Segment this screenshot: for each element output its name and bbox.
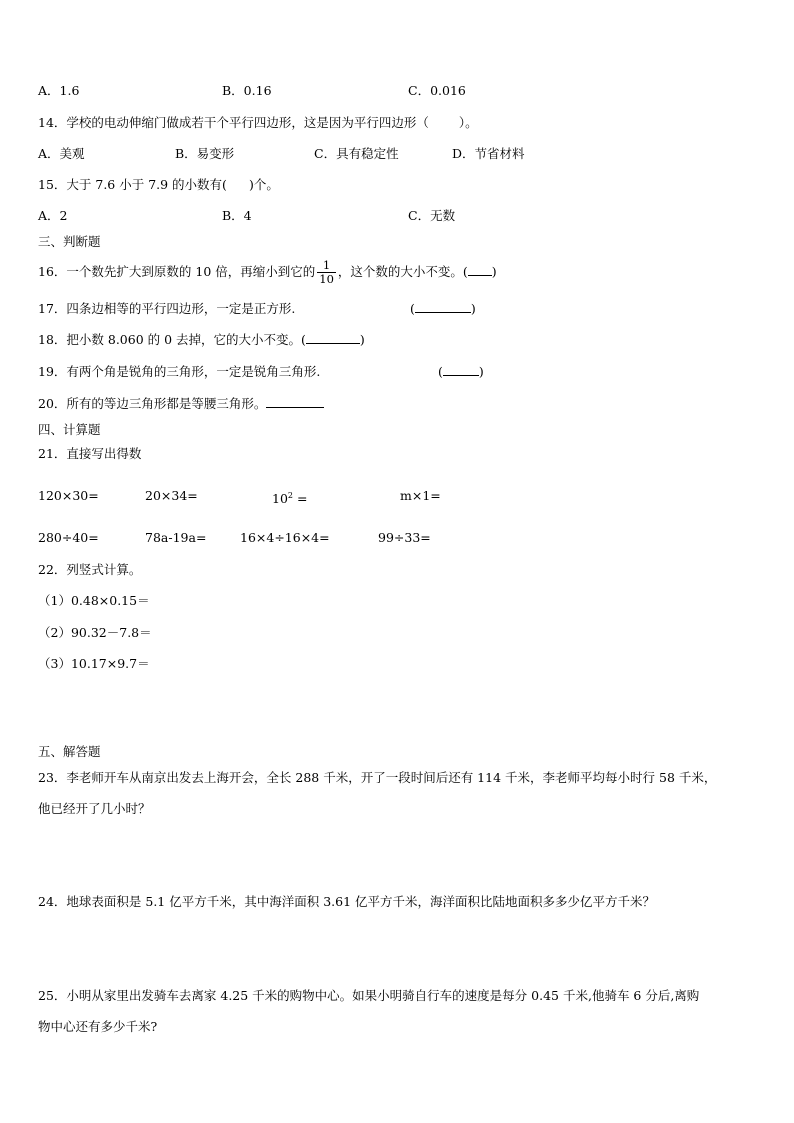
q18-answer-blank[interactable] xyxy=(306,332,360,344)
q13-option-b: B．0.16 xyxy=(222,83,272,98)
fraction-numerator: 1 xyxy=(317,259,336,273)
q21-item-4: m×1= xyxy=(400,488,441,503)
q17-paren-close: ) xyxy=(470,301,476,316)
q23-line-1: 23．李老师开车从南京出发去上海开会，全长 288 千米，开了一段时间后还有 114 千米，李老师平均每小时行 58 千米， xyxy=(38,770,717,785)
q15-option-c: C．无数 xyxy=(408,208,456,223)
q22-item-2: （2）90.32－7.8＝ xyxy=(38,625,152,640)
q14-question xyxy=(38,115,478,131)
q19-answer-blank[interactable] xyxy=(443,364,479,376)
q21-title: 21．直接写出得数 xyxy=(38,446,142,461)
q15-option-b: B．4 xyxy=(222,208,252,223)
q16-fraction xyxy=(317,259,336,286)
q21-item-1: 120×30= xyxy=(38,488,99,503)
q21-item-3-base: 10 xyxy=(272,491,288,507)
q22-item-3: （3）10.17×9.7＝ xyxy=(38,656,150,671)
q20-text: 20．所有的等边三角形都是等腰三角形。 xyxy=(38,396,267,411)
q15-question xyxy=(38,177,279,193)
q13-option-a: A．1.6 xyxy=(38,83,80,98)
q14-option-d: D．节省材料 xyxy=(452,146,525,161)
q14-text-after: ）。 xyxy=(458,115,478,130)
q14-option-a: A．美观 xyxy=(38,146,85,161)
fraction-denominator: 10 xyxy=(319,272,334,286)
section-5-heading: 五、解答题 xyxy=(38,744,101,759)
q16-answer-blank[interactable] xyxy=(468,264,492,276)
q17-answer-blank[interactable] xyxy=(415,301,471,313)
q21-item-3 xyxy=(272,488,307,507)
q17-paren-open: ( xyxy=(410,301,415,316)
q16-text-after: ，这个数的大小不变。( xyxy=(337,264,468,279)
q19-answer xyxy=(438,364,484,380)
q17-answer xyxy=(410,301,476,317)
q20-question xyxy=(38,396,324,412)
q19-paren-close: ) xyxy=(478,364,484,379)
section-4-heading: 四、计算题 xyxy=(38,422,101,437)
q18-question xyxy=(38,332,365,348)
q22-title: 22．列竖式计算。 xyxy=(38,562,142,577)
q21-item-6: 78a-19a= xyxy=(145,530,207,545)
q14-text-before: 14．学校的电动伸缩门做成若干个平行四边形，这是因为平行四边形（ xyxy=(38,115,429,130)
q13-option-c: C．0.016 xyxy=(408,83,466,98)
q21-item-8: 99÷33= xyxy=(378,530,431,545)
q21-item-3-equals: = xyxy=(293,491,308,507)
q18-text: 18．把小数 8.060 的 0 去掉，它的大小不变。( xyxy=(38,332,306,347)
q15-text-before: 15．大于 7.6 小于 7.9 的小数有( xyxy=(38,177,227,192)
q16-text-before: 16．一个数先扩大到原数的 10 倍，再缩小到它的 xyxy=(38,264,316,279)
q22-item-1: （1）0.48×0.15＝ xyxy=(38,593,150,608)
q15-option-a: A．2 xyxy=(38,208,68,223)
q19-question: 19．有两个角是锐角的三角形，一定是锐角三角形. xyxy=(38,364,321,379)
q25-line-1: 25．小明从家里出发骑车去离家 4.25 千米的购物中心。如果小明骑自行车的速度是每分 0.45 千米,他骑车 6 分后,离购 xyxy=(38,988,700,1003)
q16-question xyxy=(38,257,497,287)
q19-paren-open: ( xyxy=(438,364,443,379)
q20-answer-blank[interactable] xyxy=(266,396,324,408)
q21-item-7: 16×4÷16×4= xyxy=(240,530,330,545)
q14-option-c: C．具有稳定性 xyxy=(314,146,399,161)
q18-paren-close: ) xyxy=(359,332,365,347)
q16-text-end: ) xyxy=(491,264,497,279)
q14-option-b: B．易变形 xyxy=(175,146,235,161)
q24-question: 24．地球表面积是 5.1 亿平方千米，其中海洋面积 3.61 亿平方千米，海洋面积比陆地面积多多少亿平方千米？ xyxy=(38,894,656,909)
q21-item-5: 280÷40= xyxy=(38,530,99,545)
q17-question: 17．四条边相等的平行四边形，一定是正方形. xyxy=(38,301,296,316)
q23-line-2: 他已经开了几小时？ xyxy=(38,801,151,816)
q21-item-2: 20×34= xyxy=(145,488,198,503)
q25-line-2: 物中心还有多少千米? xyxy=(38,1019,158,1034)
section-3-heading: 三、判断题 xyxy=(38,234,101,249)
q21-item-3-exponent: 2 xyxy=(287,491,293,500)
q15-text-after: )个。 xyxy=(248,177,279,192)
